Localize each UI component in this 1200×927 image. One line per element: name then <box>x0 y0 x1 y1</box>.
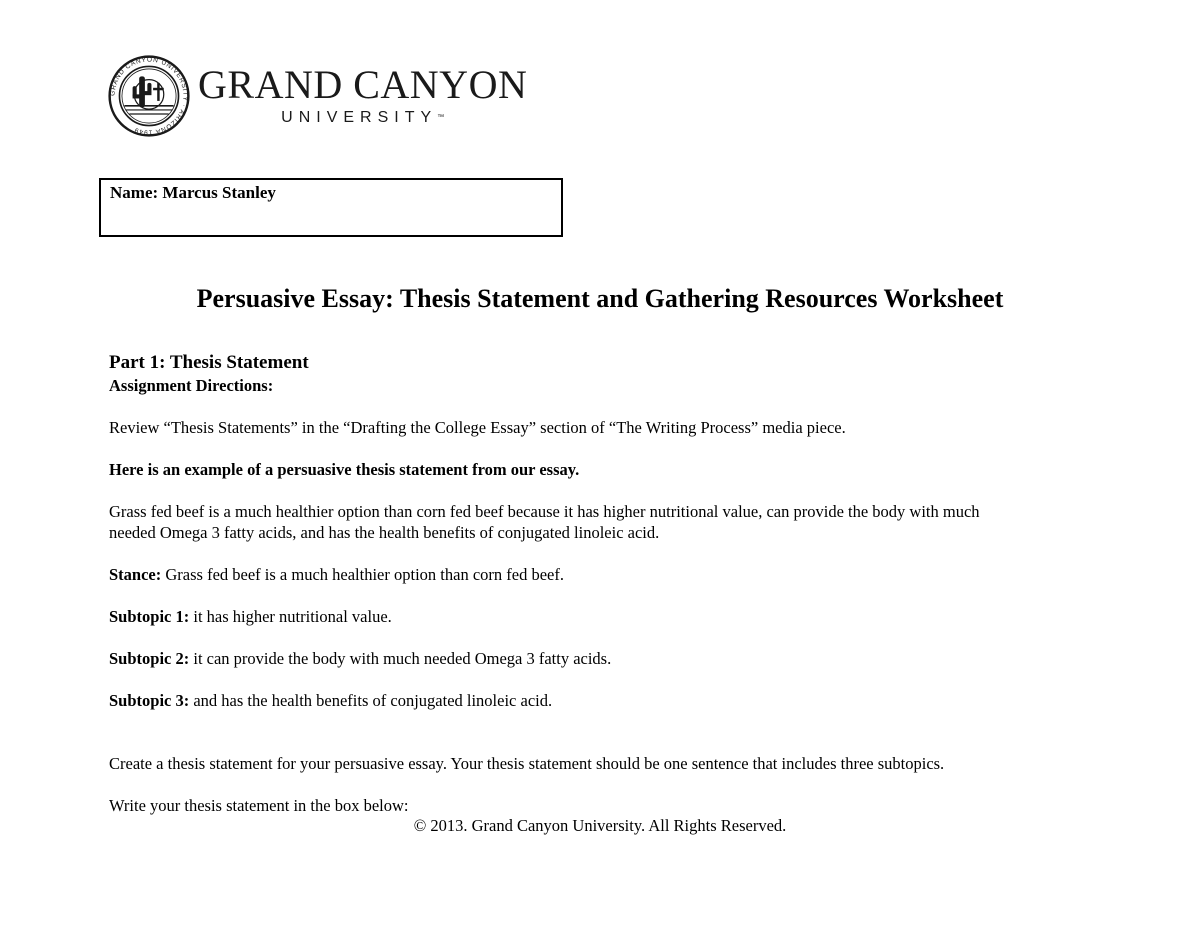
example-thesis-line-2: needed Omega 3 fatty acids, and has the health benefits of conjugated linoleic acid. <box>109 523 660 542</box>
logo-subtitle-text: UNIVERSITY <box>281 109 438 126</box>
subtopic-3-line <box>109 690 552 711</box>
review-instruction: Review “Thesis Statements” in the “Drafting the College Essay” section of “The Writing Process” media piece. <box>109 418 846 437</box>
stance-line <box>109 564 564 585</box>
stance-label: Stance: <box>109 565 162 584</box>
subtopic-1-text: it has higher nutritional value. <box>189 607 392 626</box>
name-field[interactable] <box>99 178 563 237</box>
subtopic-2-line <box>109 648 611 669</box>
stance-text: Grass fed beef is a much healthier option than corn fed beef. <box>161 565 564 584</box>
create-thesis-instruction: Create a thesis statement for your persuasive essay. Your thesis statement should be one sentence that includes three subtopics. <box>109 754 945 773</box>
seal-ring-text: GRAND CANYON UNIVERSITY · ARIZONA 1949 <box>109 56 189 136</box>
logo-name: GRAND CANYON <box>198 62 528 107</box>
subtopic-1-label: Subtopic 1: <box>109 607 190 626</box>
trademark-mark: ™ <box>437 114 445 121</box>
subtopic-2-label: Subtopic 2: <box>109 649 190 668</box>
subtopic-3-label: Subtopic 3: <box>109 691 190 710</box>
example-thesis-line-1: Grass fed beef is a much healthier option than corn fed beef because it has higher nutritional value, can provide the body with much <box>109 502 980 521</box>
logo-subtitle <box>281 109 444 127</box>
subtopic-2-text: it can provide the body with much needed Omega 3 fatty acids. <box>189 649 612 668</box>
logo-wordmark <box>198 62 528 127</box>
assignment-directions-label: Assignment Directions: <box>109 376 274 395</box>
copyright-footer: © 2013. Grand Canyon University. All Rights Reserved. <box>413 816 787 835</box>
gcu-logo <box>108 54 527 138</box>
university-seal-icon <box>108 55 190 137</box>
write-thesis-instruction: Write your thesis statement in the box below: <box>109 796 409 815</box>
page-title: Persuasive Essay: Thesis Statement and Gathering Resources Worksheet <box>196 284 1004 313</box>
part1-heading: Part 1: Thesis Statement <box>109 352 309 373</box>
subtopic-3-text: and has the health benefits of conjugated linoleic acid. <box>189 691 553 710</box>
example-intro: Here is an example of a persuasive thesis statement from our essay. <box>109 460 580 479</box>
name-label: Name: Marcus Stanley <box>110 183 276 202</box>
subtopic-1-line <box>109 606 392 627</box>
